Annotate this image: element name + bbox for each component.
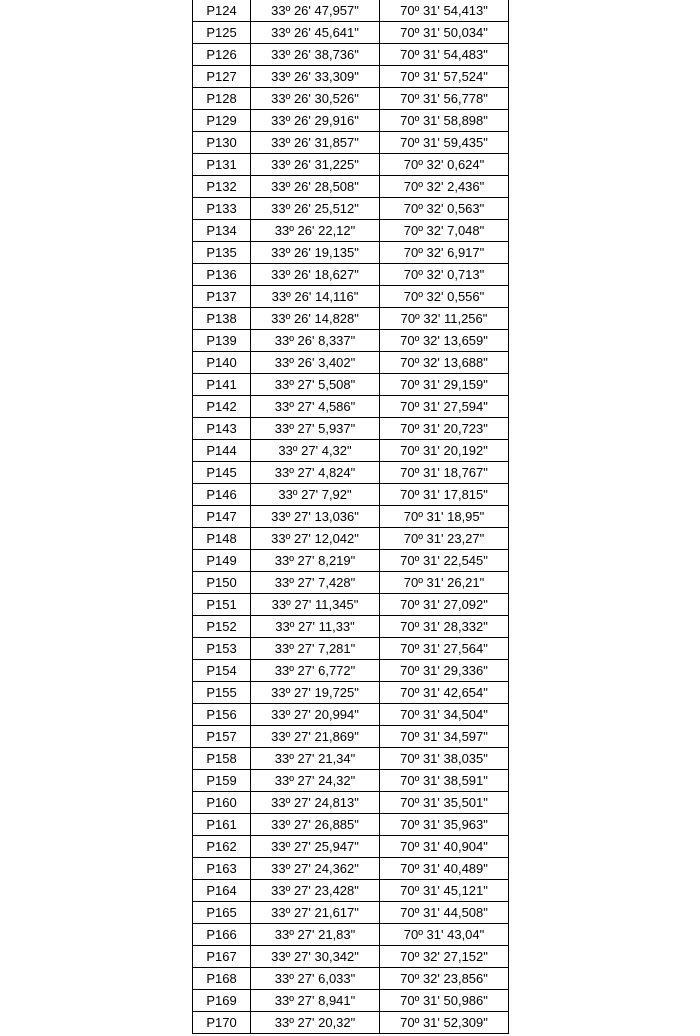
point-id-cell: P139 — [193, 330, 251, 352]
latitude-cell: 33º 27' 4,32" — [251, 440, 380, 462]
table-row — [193, 792, 509, 814]
latitude-cell: 33º 26' 31,857" — [251, 132, 380, 154]
latitude-cell: 33º 27' 13,036" — [251, 506, 380, 528]
latitude-cell: 33º 26' 30,526" — [251, 88, 380, 110]
table-row — [193, 0, 509, 22]
table-row — [193, 22, 509, 44]
latitude-cell: 33º 26' 22,12" — [251, 220, 380, 242]
longitude-cell: 70º 31' 20,192" — [380, 440, 509, 462]
table-row — [193, 286, 509, 308]
point-id-cell: P141 — [193, 374, 251, 396]
point-id-cell: P146 — [193, 484, 251, 506]
point-id-cell: P129 — [193, 110, 251, 132]
table-row — [193, 198, 509, 220]
point-id-cell: P150 — [193, 572, 251, 594]
point-id-cell: P136 — [193, 264, 251, 286]
point-id-cell: P140 — [193, 352, 251, 374]
table-row — [193, 528, 509, 550]
longitude-cell: 70º 32' 0,624" — [380, 154, 509, 176]
point-id-cell: P155 — [193, 682, 251, 704]
table-row — [193, 88, 509, 110]
latitude-cell: 33º 27' 11,33" — [251, 616, 380, 638]
point-id-cell: P142 — [193, 396, 251, 418]
point-id-cell: P130 — [193, 132, 251, 154]
longitude-cell: 70º 31' 56,778" — [380, 88, 509, 110]
longitude-cell: 70º 31' 59,435" — [380, 132, 509, 154]
longitude-cell: 70º 31' 58,898" — [380, 110, 509, 132]
point-id-cell: P159 — [193, 770, 251, 792]
point-id-cell: P145 — [193, 462, 251, 484]
table-row — [193, 374, 509, 396]
table-row — [193, 396, 509, 418]
point-id-cell: P158 — [193, 748, 251, 770]
longitude-cell: 70º 31' 35,501" — [380, 792, 509, 814]
latitude-cell: 33º 27' 21,34" — [251, 748, 380, 770]
table-row — [193, 462, 509, 484]
table-row — [193, 418, 509, 440]
latitude-cell: 33º 27' 30,342" — [251, 946, 380, 968]
table-row — [193, 176, 509, 198]
table-row — [193, 616, 509, 638]
table-row — [193, 902, 509, 924]
latitude-cell: 33º 26' 45,641" — [251, 22, 380, 44]
table-row — [193, 550, 509, 572]
latitude-cell: 33º 27' 25,947" — [251, 836, 380, 858]
table-row — [193, 968, 509, 990]
latitude-cell: 33º 27' 8,941" — [251, 990, 380, 1012]
table-row — [193, 704, 509, 726]
point-id-cell: P168 — [193, 968, 251, 990]
point-id-cell: P169 — [193, 990, 251, 1012]
longitude-cell: 70º 31' 29,159" — [380, 374, 509, 396]
point-id-cell: P147 — [193, 506, 251, 528]
latitude-cell: 33º 26' 8,337" — [251, 330, 380, 352]
table-row — [193, 1012, 509, 1034]
point-id-cell: P138 — [193, 308, 251, 330]
table-row — [193, 682, 509, 704]
table-row — [193, 242, 509, 264]
latitude-cell: 33º 27' 20,32" — [251, 1012, 380, 1034]
table-row — [193, 924, 509, 946]
point-id-cell: P156 — [193, 704, 251, 726]
point-id-cell: P151 — [193, 594, 251, 616]
latitude-cell: 33º 27' 24,362" — [251, 858, 380, 880]
longitude-cell: 70º 31' 20,723" — [380, 418, 509, 440]
table-row — [193, 440, 509, 462]
table-row — [193, 308, 509, 330]
latitude-cell: 33º 26' 14,116" — [251, 286, 380, 308]
point-id-cell: P163 — [193, 858, 251, 880]
longitude-cell: 70º 31' 27,564" — [380, 638, 509, 660]
longitude-cell: 70º 31' 34,597" — [380, 726, 509, 748]
longitude-cell: 70º 32' 2,436" — [380, 176, 509, 198]
point-id-cell: P127 — [193, 66, 251, 88]
latitude-cell: 33º 27' 11,345" — [251, 594, 380, 616]
table-row — [193, 836, 509, 858]
latitude-cell: 33º 27' 24,813" — [251, 792, 380, 814]
latitude-cell: 33º 27' 5,937" — [251, 418, 380, 440]
table-row — [193, 352, 509, 374]
point-id-cell: P124 — [193, 0, 251, 22]
point-id-cell: P149 — [193, 550, 251, 572]
table-row — [193, 506, 509, 528]
point-id-cell: P126 — [193, 44, 251, 66]
longitude-cell: 70º 31' 43,04" — [380, 924, 509, 946]
point-id-cell: P164 — [193, 880, 251, 902]
longitude-cell: 70º 31' 23,27" — [380, 528, 509, 550]
point-id-cell: P143 — [193, 418, 251, 440]
latitude-cell: 33º 26' 3,402" — [251, 352, 380, 374]
point-id-cell: P166 — [193, 924, 251, 946]
longitude-cell: 70º 31' 42,654" — [380, 682, 509, 704]
longitude-cell: 70º 31' 17,815" — [380, 484, 509, 506]
table-row — [193, 660, 509, 682]
longitude-cell: 70º 32' 27,152" — [380, 946, 509, 968]
table-row — [193, 858, 509, 880]
table-row — [193, 110, 509, 132]
longitude-cell: 70º 31' 18,95" — [380, 506, 509, 528]
longitude-cell: 70º 32' 11,256" — [380, 308, 509, 330]
longitude-cell: 70º 31' 22,545" — [380, 550, 509, 572]
latitude-cell: 33º 27' 7,92" — [251, 484, 380, 506]
point-id-cell: P153 — [193, 638, 251, 660]
point-id-cell: P137 — [193, 286, 251, 308]
latitude-cell: 33º 26' 47,957" — [251, 0, 380, 22]
longitude-cell: 70º 31' 45,121" — [380, 880, 509, 902]
longitude-cell: 70º 31' 18,767" — [380, 462, 509, 484]
longitude-cell: 70º 31' 54,413" — [380, 0, 509, 22]
point-id-cell: P167 — [193, 946, 251, 968]
latitude-cell: 33º 26' 19,135" — [251, 242, 380, 264]
longitude-cell: 70º 32' 0,713" — [380, 264, 509, 286]
point-id-cell: P128 — [193, 88, 251, 110]
longitude-cell: 70º 31' 34,504" — [380, 704, 509, 726]
table-row — [193, 132, 509, 154]
longitude-cell: 70º 31' 26,21" — [380, 572, 509, 594]
latitude-cell: 33º 26' 14,828" — [251, 308, 380, 330]
latitude-cell: 33º 26' 31,225" — [251, 154, 380, 176]
longitude-cell: 70º 31' 28,332" — [380, 616, 509, 638]
latitude-cell: 33º 26' 28,508" — [251, 176, 380, 198]
longitude-cell: 70º 31' 35,963" — [380, 814, 509, 836]
longitude-cell: 70º 31' 40,904" — [380, 836, 509, 858]
latitude-cell: 33º 27' 23,428" — [251, 880, 380, 902]
table-row — [193, 594, 509, 616]
longitude-cell: 70º 31' 44,508" — [380, 902, 509, 924]
table-row — [193, 990, 509, 1012]
table-row — [193, 220, 509, 242]
latitude-cell: 33º 27' 6,033" — [251, 968, 380, 990]
table-row — [193, 66, 509, 88]
latitude-cell: 33º 26' 33,309" — [251, 66, 380, 88]
latitude-cell: 33º 27' 8,219" — [251, 550, 380, 572]
point-id-cell: P132 — [193, 176, 251, 198]
table-row — [193, 748, 509, 770]
latitude-cell: 33º 26' 25,512" — [251, 198, 380, 220]
latitude-cell: 33º 27' 19,725" — [251, 682, 380, 704]
point-id-cell: P135 — [193, 242, 251, 264]
table-row — [193, 946, 509, 968]
table-row — [193, 330, 509, 352]
longitude-cell: 70º 31' 38,035" — [380, 748, 509, 770]
point-id-cell: P148 — [193, 528, 251, 550]
latitude-cell: 33º 27' 4,824" — [251, 462, 380, 484]
coordinates-table — [192, 0, 509, 1034]
longitude-cell: 70º 31' 27,594" — [380, 396, 509, 418]
point-id-cell: P154 — [193, 660, 251, 682]
table-row — [193, 44, 509, 66]
latitude-cell: 33º 27' 5,508" — [251, 374, 380, 396]
latitude-cell: 33º 27' 21,869" — [251, 726, 380, 748]
longitude-cell: 70º 31' 50,986" — [380, 990, 509, 1012]
point-id-cell: P157 — [193, 726, 251, 748]
longitude-cell: 70º 31' 54,483" — [380, 44, 509, 66]
longitude-cell: 70º 31' 57,524" — [380, 66, 509, 88]
latitude-cell: 33º 26' 29,916" — [251, 110, 380, 132]
latitude-cell: 33º 27' 20,994" — [251, 704, 380, 726]
point-id-cell: P134 — [193, 220, 251, 242]
latitude-cell: 33º 27' 6,772" — [251, 660, 380, 682]
longitude-cell: 70º 31' 27,092" — [380, 594, 509, 616]
table-row — [193, 880, 509, 902]
latitude-cell: 33º 27' 21,83" — [251, 924, 380, 946]
latitude-cell: 33º 27' 24,32" — [251, 770, 380, 792]
point-id-cell: P165 — [193, 902, 251, 924]
table-row — [193, 638, 509, 660]
point-id-cell: P161 — [193, 814, 251, 836]
latitude-cell: 33º 27' 4,586" — [251, 396, 380, 418]
longitude-cell: 70º 32' 6,917" — [380, 242, 509, 264]
latitude-cell: 33º 27' 26,885" — [251, 814, 380, 836]
table-row — [193, 726, 509, 748]
latitude-cell: 33º 27' 7,281" — [251, 638, 380, 660]
latitude-cell: 33º 26' 18,627" — [251, 264, 380, 286]
table-row — [193, 572, 509, 594]
point-id-cell: P133 — [193, 198, 251, 220]
point-id-cell: P144 — [193, 440, 251, 462]
longitude-cell: 70º 31' 50,034" — [380, 22, 509, 44]
longitude-cell: 70º 32' 23,856" — [380, 968, 509, 990]
longitude-cell: 70º 31' 40,489" — [380, 858, 509, 880]
table-row — [193, 264, 509, 286]
longitude-cell: 70º 32' 7,048" — [380, 220, 509, 242]
longitude-cell: 70º 32' 0,563" — [380, 198, 509, 220]
point-id-cell: P162 — [193, 836, 251, 858]
point-id-cell: P152 — [193, 616, 251, 638]
point-id-cell: P160 — [193, 792, 251, 814]
point-id-cell: P170 — [193, 1012, 251, 1034]
table-row — [193, 154, 509, 176]
table-row — [193, 814, 509, 836]
latitude-cell: 33º 27' 21,617" — [251, 902, 380, 924]
longitude-cell: 70º 32' 0,556" — [380, 286, 509, 308]
longitude-cell: 70º 32' 13,688" — [380, 352, 509, 374]
latitude-cell: 33º 26' 38,736" — [251, 44, 380, 66]
latitude-cell: 33º 27' 7,428" — [251, 572, 380, 594]
longitude-cell: 70º 31' 52,309" — [380, 1012, 509, 1034]
point-id-cell: P131 — [193, 154, 251, 176]
longitude-cell: 70º 32' 13,659" — [380, 330, 509, 352]
longitude-cell: 70º 31' 29,336" — [380, 660, 509, 682]
coordinates-table-body — [193, 0, 509, 1034]
point-id-cell: P125 — [193, 22, 251, 44]
longitude-cell: 70º 31' 38,591" — [380, 770, 509, 792]
table-row — [193, 484, 509, 506]
latitude-cell: 33º 27' 12,042" — [251, 528, 380, 550]
table-row — [193, 770, 509, 792]
